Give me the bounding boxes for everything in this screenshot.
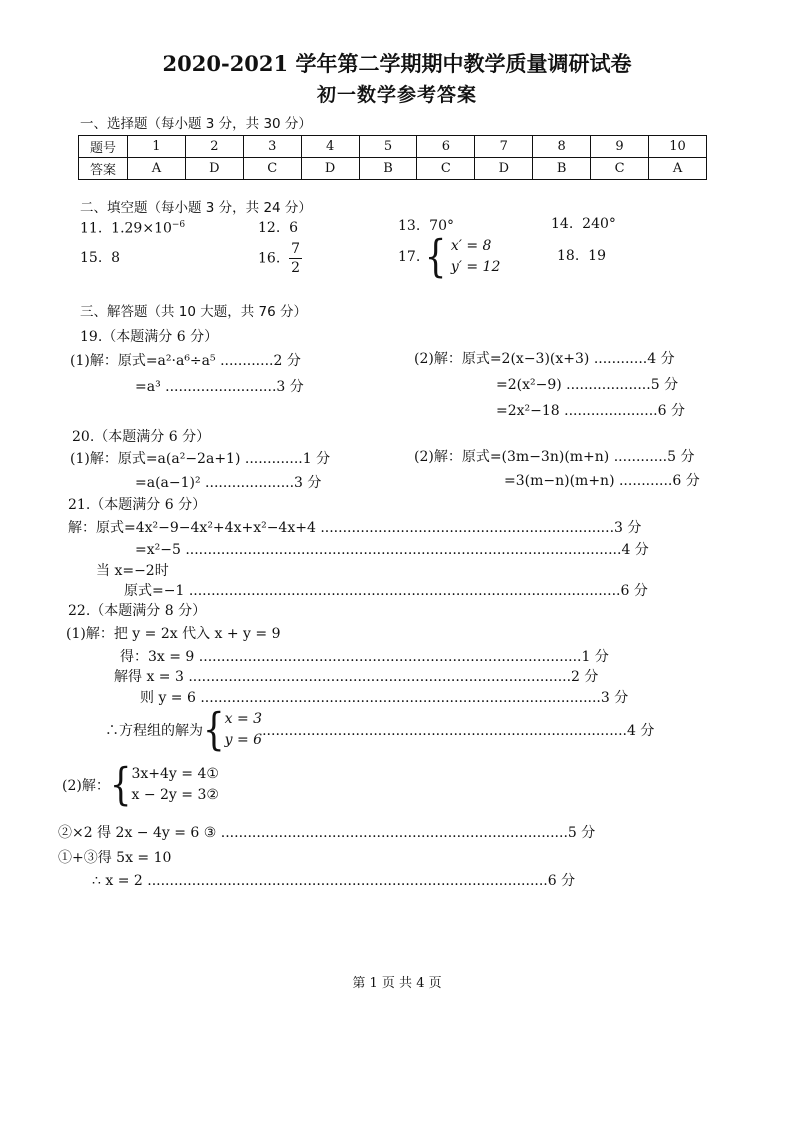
answer-q18: 18. 19 bbox=[557, 248, 606, 264]
table-cell: D bbox=[301, 158, 359, 180]
q20-title: 20.（本题满分 6 分） bbox=[72, 429, 211, 445]
q20-p1-line2: =a(a−1)² ....................3 分 bbox=[135, 475, 322, 491]
q21-line1: 解：原式=4x²−9−4x²+4x+x²−4x+4 ..................................................................3 分 bbox=[68, 520, 642, 536]
table-cell: C bbox=[243, 158, 301, 180]
q22-solution: ∴方程组的解为{ x = 3 y = 6 ..................................................................................4 分 bbox=[105, 704, 655, 756]
table-cell: 6 bbox=[417, 136, 475, 158]
page-subtitle: 初一数学参考答案 bbox=[316, 84, 477, 106]
table-cell: A bbox=[128, 158, 186, 180]
table-cell: 3 bbox=[243, 136, 301, 158]
table-row-numbers bbox=[79, 136, 707, 158]
q20-p2-line2: =3(m−n)(m+n) ............6 分 bbox=[504, 473, 700, 489]
q19-p2-line3: =2x²−18 .....................6 分 bbox=[496, 403, 685, 419]
q21-title: 21.（本题满分 6 分） bbox=[68, 497, 207, 513]
q21-line2: =x²−5 ..................................................................................................4 分 bbox=[135, 542, 649, 558]
brace-icon: { bbox=[109, 759, 132, 811]
answer-table bbox=[78, 135, 707, 180]
fraction: $\frac{7}{2}$ bbox=[291, 241, 301, 276]
table-cell: C bbox=[591, 158, 649, 180]
row-label: 答案 bbox=[79, 158, 128, 180]
q22-line8: ∴ x = 2 ..........................................................................................6 分 bbox=[92, 873, 576, 889]
q20-p1-line1: (1)解：原式=a(a²−2a+1) .............1 分 bbox=[70, 451, 331, 467]
q22-line3: 解得 x = 3 ......................................................................................2 分 bbox=[114, 669, 599, 685]
q19-p1-line1: (1)解：原式=a²·a⁶÷a⁵ ............2 分 bbox=[70, 353, 301, 369]
q22-line7: ①+③得 5x = 10 bbox=[58, 850, 172, 866]
table-cell: 8 bbox=[533, 136, 591, 158]
table-cell: 2 bbox=[185, 136, 243, 158]
answer-q15: 15. 8 bbox=[80, 250, 121, 266]
q19-p2-line1: (2)解：原式=2(x−3)(x+3) ............4 分 bbox=[414, 351, 675, 367]
table-cell: 10 bbox=[649, 136, 707, 158]
section-heading-solve: 三、解答题（共 10 大题，共 76 分） bbox=[80, 304, 308, 320]
answer-q16: 16. $\frac{7}{2}$ bbox=[258, 241, 301, 276]
page-footer: 第 1 页 共 4 页 bbox=[352, 976, 442, 991]
section-heading-fill: 二、填空题（每小题 3 分，共 24 分） bbox=[80, 200, 312, 216]
answer-q11: 11. $1.29\times 10^{-6}$ bbox=[80, 220, 186, 237]
brace-icon: { bbox=[203, 704, 225, 756]
table-cell: A bbox=[649, 158, 707, 180]
answer-q12: 12. 6 bbox=[258, 220, 299, 236]
table-cell: D bbox=[475, 158, 533, 180]
answer-q17: 17. { x′ = 8 y′ = 12 bbox=[398, 231, 501, 283]
q21-line3: 当 x=−2时 bbox=[96, 563, 169, 579]
answer-q13: 13. 70° bbox=[398, 218, 454, 234]
table-cell: 9 bbox=[591, 136, 649, 158]
q22-line4: 则 y = 6 ..........................................................................................3 分 bbox=[140, 690, 629, 706]
answer-q14: 14. 240° bbox=[551, 216, 616, 232]
q22-line2: 得：3x = 9 ......................................................................................1 分 bbox=[120, 649, 609, 665]
page-title: 2020-2021 学年第二学期期中教学质量调研试卷 bbox=[162, 51, 632, 76]
q19-p2-line2: =2(x²−9) ...................5 分 bbox=[496, 377, 679, 393]
brace-icon: { bbox=[424, 231, 447, 283]
q22-part2-system: (2)解：{ 3x+4y = 4① x − 2y = 3② bbox=[62, 759, 219, 811]
q22-title: 22.（本题满分 8 分） bbox=[68, 603, 207, 619]
table-cell: B bbox=[533, 158, 591, 180]
table-row-answers bbox=[79, 158, 707, 180]
row-label: 题号 bbox=[79, 136, 128, 158]
table-cell: 4 bbox=[301, 136, 359, 158]
q21-line4: 原式=−1 .................................................................................................6 分 bbox=[124, 583, 648, 599]
table-cell: 7 bbox=[475, 136, 533, 158]
table-cell: 1 bbox=[128, 136, 186, 158]
section-heading-choice: 一、选择题（每小题 3 分，共 30 分） bbox=[80, 116, 312, 132]
table-cell: C bbox=[417, 158, 475, 180]
q20-p2-line1: (2)解：原式=(3m−3n)(m+n) ............5 分 bbox=[414, 449, 695, 465]
q19-title: 19.（本题满分 6 分） bbox=[80, 329, 219, 345]
q19-p1-line2: =a³ .........................3 分 bbox=[135, 379, 304, 395]
table-cell: D bbox=[185, 158, 243, 180]
q22-line1: (1)解：把 y = 2x 代入 x + y = 9 bbox=[66, 626, 281, 642]
q22-line6: ②×2 得 2x − 4y = 6 ③ ..............................................................................5 分 bbox=[58, 825, 596, 841]
table-cell: B bbox=[359, 158, 417, 180]
table-cell: 5 bbox=[359, 136, 417, 158]
